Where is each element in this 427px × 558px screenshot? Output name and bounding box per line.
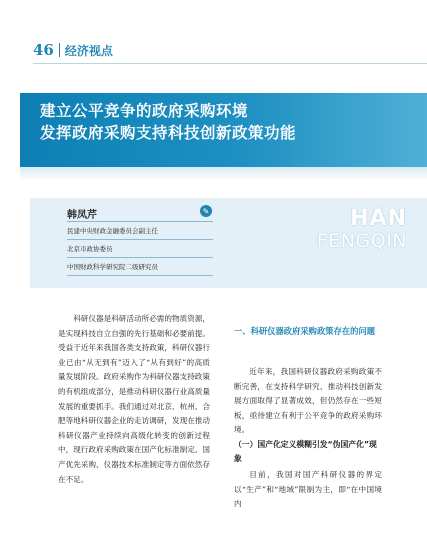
section-name: 经济视点 [64,43,113,58]
intro-paragraph: 科研仪器是科研活动所必需的物质资源，是实现科技自立自强的先行基础和必要前提。受益于近年来我国各类支持政策，科研仪器行业已由“从无到有”迈入了“从有到好”的高质量发展阶段。政府采购作为科研仪器支持政策的有机组成部分，是推动科研仪器行业高质量发展的重要抓手。我们通过对北京、杭州、合肥等地科研仪器企业的走访调研，发现在推动科研仪器产业持续向高级化转变的创新过程中，现行政府采购政策在国产化标准制定、国产优先采购、仪器技术标准制定等方面依然存在不足。 [58,314,210,484]
page-header [33,40,113,60]
author-name-en-line-2: FENGQIN [316,230,407,252]
title-line-2: 发挥政府采购支持科技创新政策功能 [40,124,297,142]
author-role-2: 北京市政协委员 [67,245,113,253]
article-title [40,100,296,144]
subsection-1-column [234,468,382,512]
title-banner-shadow [20,167,427,181]
author-divider [67,275,213,276]
author-role-1: 民建中央财政金融委员会副主任 [67,227,158,235]
subsection-1-paragraph: 目前，我国对国产科研仪器的界定以“生产”和“地域”限制为主，即“在中国境内 [234,470,382,509]
section-1-heading: 一、科研仪器政府采购政策存在的问题 [234,326,376,336]
subsection-1-heading: （一）国产化定义模糊引发“伪国产化”现象 [234,440,377,463]
author-name-en-line-1: HAN [350,206,407,231]
section-1-column [234,365,382,438]
author-divider [67,257,213,258]
author-divider [67,221,213,222]
header-divider [59,43,60,57]
author-name: 韩凤芹 [67,210,97,221]
header-rule [33,63,427,64]
intro-paragraph-column [58,312,210,487]
pen-icon: ✎ [200,205,212,217]
page-number: 46 [33,41,54,59]
section-1-paragraph: 近年来，我国科研仪器政府采购政策不断完善，在支持科学研究、推动科技创新发展方面取得了显著成效，但仍然存在一些短板，亟待建立有利于公平竞争的政府采购环境。 [234,367,382,435]
title-line-1: 建立公平竞争的政府采购环境 [40,102,249,120]
author-divider [67,239,213,240]
author-role-3: 中国财政科学研究院二级研究员 [67,263,158,271]
